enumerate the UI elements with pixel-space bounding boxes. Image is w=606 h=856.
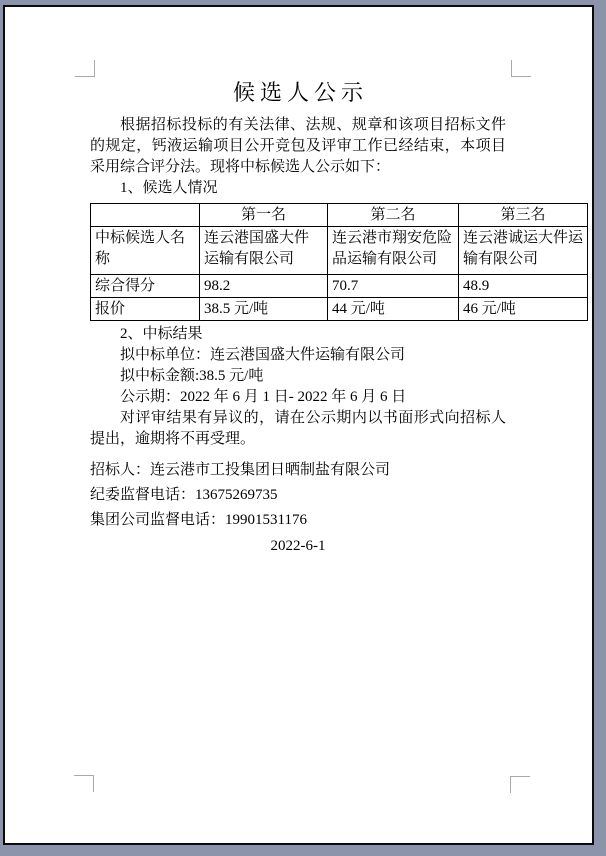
document-content — [5, 7, 592, 557]
table-row-quotes — [91, 298, 588, 321]
discipline-phone-line: 纪委监督电话：13675269735 — [90, 487, 278, 503]
page-title: 候选人公示 — [232, 80, 368, 105]
margin-mark-bottom-right-icon — [510, 776, 530, 793]
table-header-row — [91, 204, 588, 227]
group-phone-line: 集团公司监督电话：19901531176 — [90, 512, 307, 528]
candidate-1-quote: 38.5 元/吨 — [200, 298, 328, 321]
candidate-1-name: 连云港国盛大件运输有限公司 — [200, 227, 328, 275]
document-date: 2022-6-1 — [270, 538, 326, 554]
tenderer-line: 招标人：连云港市工投集团日晒制盐有限公司 — [90, 462, 391, 478]
objection-note: 对评审结果有异议的，请在公示期内以书面形式向招标人提出，逾期将不再受理。 — [90, 410, 506, 447]
table-row-candidate-names — [91, 227, 588, 275]
margin-mark-bottom-left-icon — [74, 775, 94, 792]
table-header-second-place: 第二名 — [328, 204, 459, 227]
candidate-2-name: 连云港市翔安危险品运输有限公司 — [328, 227, 459, 275]
candidate-2-quote: 44 元/吨 — [328, 298, 459, 321]
candidates-table — [90, 203, 588, 321]
table-header-third-place: 第三名 — [459, 204, 588, 227]
row-label-candidate-name: 中标候选人名称 — [91, 227, 200, 275]
candidate-2-score: 70.7 — [328, 275, 459, 298]
candidate-3-score: 48.9 — [459, 275, 588, 298]
award-amount-line: 拟中标金额:38.5 元/吨 — [120, 368, 264, 384]
section1-heading: 1、候选人情况 — [120, 180, 218, 196]
table-row-scores — [91, 275, 588, 298]
document-page — [3, 5, 594, 845]
intro-paragraph: 根据招标投标的有关法律、法规、规章和该项目招标文件的规定，钙液运输项目公开竞包及评审工作已经结束，本项目采用综合评分法。现将中标候选人公示如下： — [90, 117, 506, 175]
section2-heading: 2、中标结果 — [120, 326, 203, 342]
candidate-1-score: 98.2 — [200, 275, 328, 298]
row-label-quote: 报价 — [91, 298, 200, 321]
table-header-first-place: 第一名 — [200, 204, 328, 227]
publicity-period-line: 公示期：2022 年 6 月 1 日- 2022 年 6 月 6 日 — [120, 389, 407, 405]
table-header-blank — [91, 204, 200, 227]
candidate-3-name: 连云港诚运大件运输有限公司 — [459, 227, 588, 275]
row-label-score: 综合得分 — [91, 275, 200, 298]
award-unit-line: 拟中标单位：连云港国盛大件运输有限公司 — [120, 347, 406, 363]
candidate-3-quote: 46 元/吨 — [459, 298, 588, 321]
